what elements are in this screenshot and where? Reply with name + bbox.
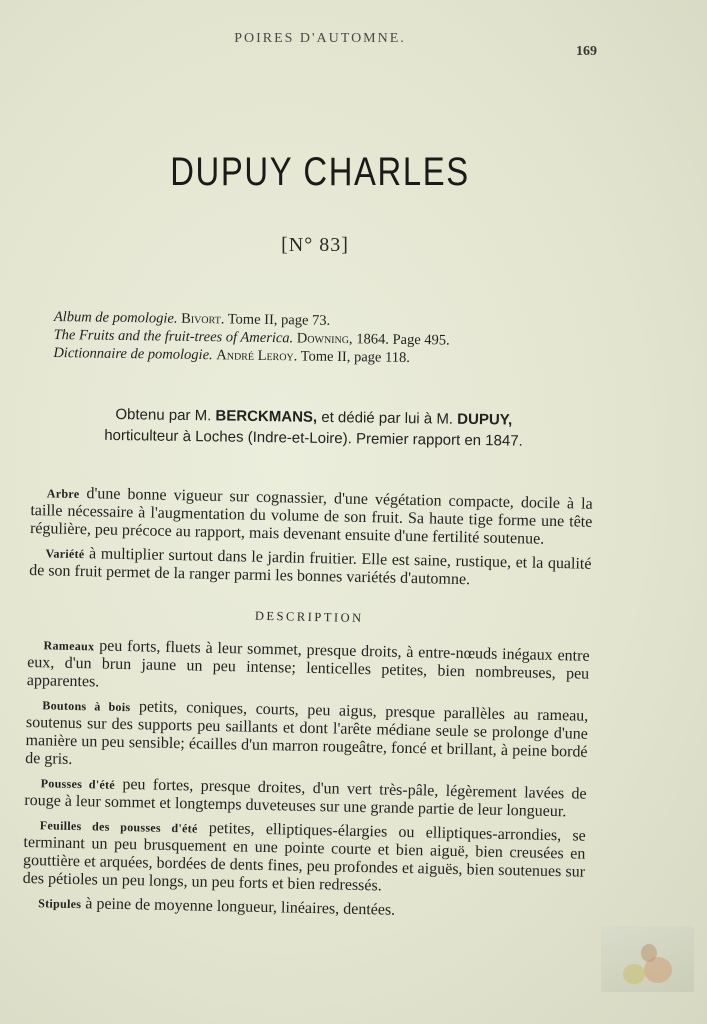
description-boutons xyxy=(25,696,588,780)
origin-statement xyxy=(43,403,584,453)
page-title: DUPUY CHARLES xyxy=(170,150,470,194)
paragraph-lead: Arbre xyxy=(46,486,80,502)
variety-number: [N° 83] xyxy=(281,234,349,256)
reference-author: André Leroy. xyxy=(216,347,298,365)
description-feuilles xyxy=(23,816,586,900)
description-rameaux xyxy=(27,636,590,702)
pear-illustration-icon xyxy=(601,926,694,992)
description-lead: Pousses d'été xyxy=(40,776,116,792)
paragraph-variete xyxy=(29,544,592,592)
description-pousses xyxy=(24,774,587,822)
paragraph-text: d'une bonne vigueur sur cognassier, d'une végétation compacte, docile à la taille nécessaire à l'augmentation du volume de son fruit. Sa haute tige forme une tête régulière, peu précoce au rapport, mais devenant ensuite d'une fertilité soutenue. xyxy=(29,485,593,548)
origin-text: et dédié par lui à M. xyxy=(321,408,454,428)
paragraph-arbre xyxy=(30,484,593,550)
reference-author: Bivort. xyxy=(181,310,225,328)
origin-name: DUPUY, xyxy=(457,410,513,429)
description-lead: Feuilles des pousses d'été xyxy=(39,818,198,836)
description-text: peu forts, fluets à leur sommet, presque droits, à entre-nœuds inégaux entre eux, d'un brun jaune un peu intense; lenticelles petites, bien nombreuses, peu apparentes. xyxy=(26,637,590,691)
reference-location: Tome II, page 73. xyxy=(227,311,331,329)
origin-text: horticulteur à Loches (Indre-et-Loire). Premier rapport en 1847. xyxy=(104,426,523,450)
description-text: à peine de moyenne longueur, linéaires, dentées. xyxy=(85,895,396,919)
origin-name: BERCKMANS, xyxy=(215,407,318,426)
reference-work: Dictionnaire de pomologie. xyxy=(53,344,213,364)
running-head: POIRES D'AUTOMNE. xyxy=(234,31,406,46)
reference-work: Album de pomologie. xyxy=(53,308,178,327)
description-text: petites, elliptiques-élargies ou elliptiques-arrondies, se terminant un peu brusquement en une pointe courte et bien aiguë, bien creusées en gouttière et arquées, bordées de dents fines, peu profondes et aiguës, bien soutenues sur des pétioles un peu longs, un peu forts et bien redressés. xyxy=(22,819,586,895)
reference-work: The Fruits and the fruit-trees of America. xyxy=(53,326,294,347)
section-title: DESCRIPTION xyxy=(254,608,364,625)
reference-location: Tome II, page 118. xyxy=(300,348,411,366)
description-lead: Rameaux xyxy=(43,638,95,654)
paragraph-lead: Variété xyxy=(45,546,85,562)
references xyxy=(53,308,614,370)
description-lead: Stipules xyxy=(38,896,82,912)
description-lead: Boutons à bois xyxy=(42,698,131,715)
origin-text: Obtenu par M. xyxy=(115,405,212,425)
description-stipules xyxy=(22,894,584,924)
body-text xyxy=(22,484,593,930)
description-text: peu fortes, presque droites, d'un vert très-pâle, légèrement lavées de rouge à leur sommet et longtemps duveteuses sur une grande partie de leur longueur. xyxy=(24,775,587,821)
reference-location: 1864. Page 495. xyxy=(356,331,450,349)
paragraph-text: à multiplier surtout dans le jardin fruitier. Elle est saine, rustique, et la qualité de son fruit permet de la ranger parmi les bonnes variétés d'automne. xyxy=(29,545,592,589)
page-number: 169 xyxy=(576,44,597,59)
reference-author: Downing, xyxy=(296,330,353,348)
description-text: petits, coniques, courts, peu aigus, presque parallèles au rameau, soutenus sur des supports peu saillants et dont l'arête médiane seule se prolonge d'une manière un peu sensible; écailles d'un marron rougeâtre, foncé et brillant, à peine bordé de gris. xyxy=(25,698,589,768)
fruit-thumbnail xyxy=(601,926,694,992)
